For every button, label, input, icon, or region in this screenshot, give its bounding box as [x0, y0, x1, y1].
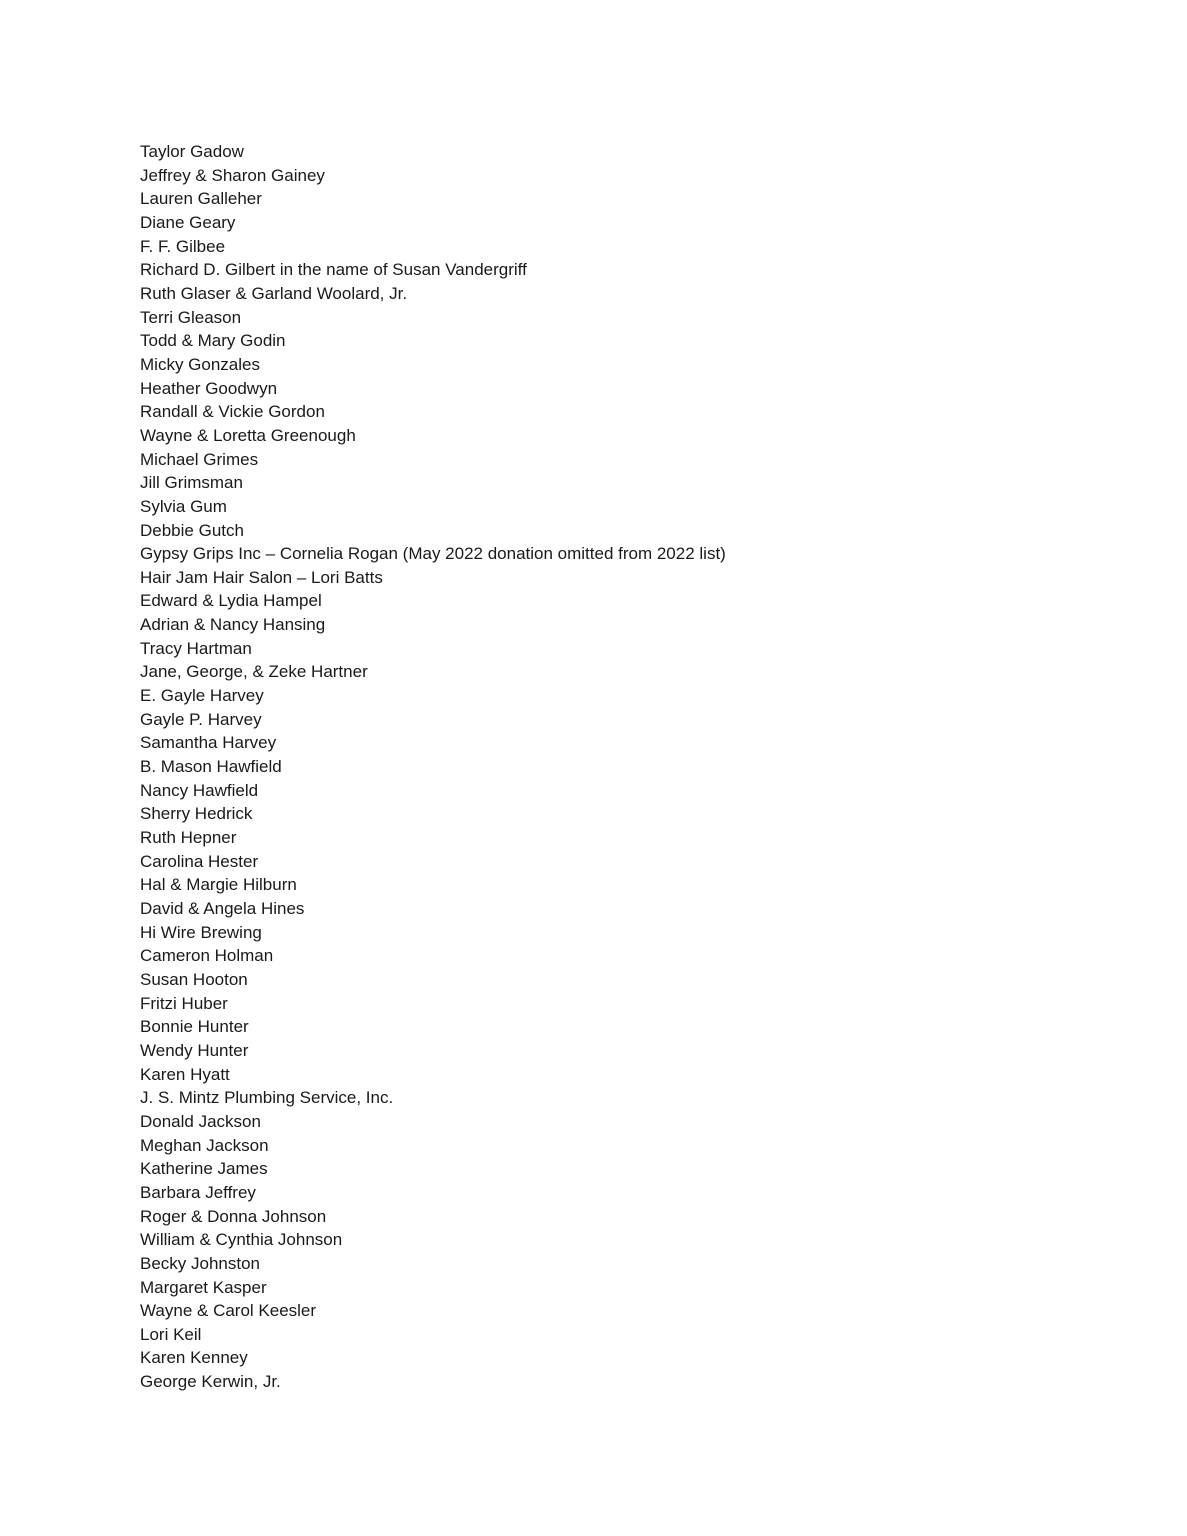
donor-name: Heather Goodwyn: [140, 378, 278, 398]
donor-name: Fritzi Huber: [140, 993, 228, 1013]
donor-name: Katherine James: [140, 1159, 268, 1179]
donor-name: Richard D. Gilbert in the name of Susan Vandergriff: [140, 260, 527, 280]
donor-name: Debbie Gutch: [140, 520, 244, 540]
donor-name: Nancy Hawfield: [140, 780, 259, 800]
donor-name: Edward & Lydia Hampel: [140, 591, 322, 611]
donor-name: Samantha Harvey: [140, 733, 277, 753]
donor-name: Taylor Gadow: [140, 142, 244, 161]
donor-name: Gayle P. Harvey: [140, 709, 262, 729]
donor-name: Becky Johnston: [140, 1253, 261, 1273]
donor-name: Lauren Galleher: [140, 189, 262, 209]
donor-name: Susan Hooton: [140, 969, 248, 989]
donor-name: B. Mason Hawfield: [140, 757, 282, 777]
donor-name: Micky Gonzales: [140, 354, 260, 374]
donor-name: Diane Geary: [140, 212, 236, 232]
donor-name: Michael Grimes: [140, 449, 259, 469]
donor-name: Lori Keil: [140, 1324, 202, 1344]
donor-name: Hal & Margie Hilburn: [140, 875, 297, 895]
donor-name: Randall & Vickie Gordon: [140, 402, 325, 422]
donor-name: Ruth Glaser & Garland Woolard, Jr.: [140, 283, 408, 303]
donor-name: Donald Jackson: [140, 1111, 261, 1131]
donor-name: Wayne & Loretta Greenough: [140, 425, 356, 445]
donor-name: Terri Gleason: [140, 307, 242, 327]
donor-name: George Kerwin, Jr.: [140, 1372, 281, 1392]
donor-name: Karen Kenney: [140, 1348, 248, 1368]
donor-name: Karen Hyatt: [140, 1064, 230, 1084]
donor-name: E. Gayle Harvey: [140, 686, 264, 706]
donor-name: Bonnie Hunter: [140, 1017, 249, 1037]
donor-name: Sylvia Gum: [140, 496, 227, 516]
donor-name: Roger & Donna Johnson: [140, 1206, 327, 1226]
donor-name: David & Angela Hines: [140, 899, 305, 918]
donor-name: Todd & Mary Godin: [140, 331, 286, 351]
donor-name: F. F. Gilbee: [140, 236, 226, 256]
donor-name: Wendy Hunter: [140, 1040, 249, 1060]
donor-name: Carolina Hester: [140, 851, 259, 871]
donor-name: Sherry Hedrick: [140, 804, 253, 824]
donor-name: Jeffrey & Sharon Gainey: [140, 165, 325, 185]
donor-name: Adrian & Nancy Hansing: [140, 615, 326, 635]
donor-name: Tracy Hartman: [140, 638, 252, 658]
donor-name: Ruth Hepner: [140, 828, 237, 848]
donor-name: Jane, George, & Zeke Hartner: [140, 662, 368, 682]
donor-name: Meghan Jackson: [140, 1135, 269, 1155]
donor-name: Jill Grimsman: [140, 473, 243, 493]
donor-name: J. S. Mintz Plumbing Service, Inc.: [140, 1088, 394, 1108]
donor-name: Gypsy Grips Inc – Cornelia Rogan (May 2022 donation omitted from 2022 list): [140, 544, 726, 564]
donor-name: Hi Wire Brewing: [140, 922, 262, 942]
donor-name: Wayne & Carol Keesler: [140, 1301, 317, 1321]
donor-name: Cameron Holman: [140, 946, 274, 966]
donor-name: Hair Jam Hair Salon – Lori Batts: [140, 567, 383, 587]
donor-name: Barbara Jeffrey: [140, 1182, 256, 1202]
donor-name: Margaret Kasper: [140, 1277, 267, 1297]
donor-name: William & Cynthia Johnson: [140, 1230, 343, 1250]
donor-name-list: [140, 140, 726, 1394]
